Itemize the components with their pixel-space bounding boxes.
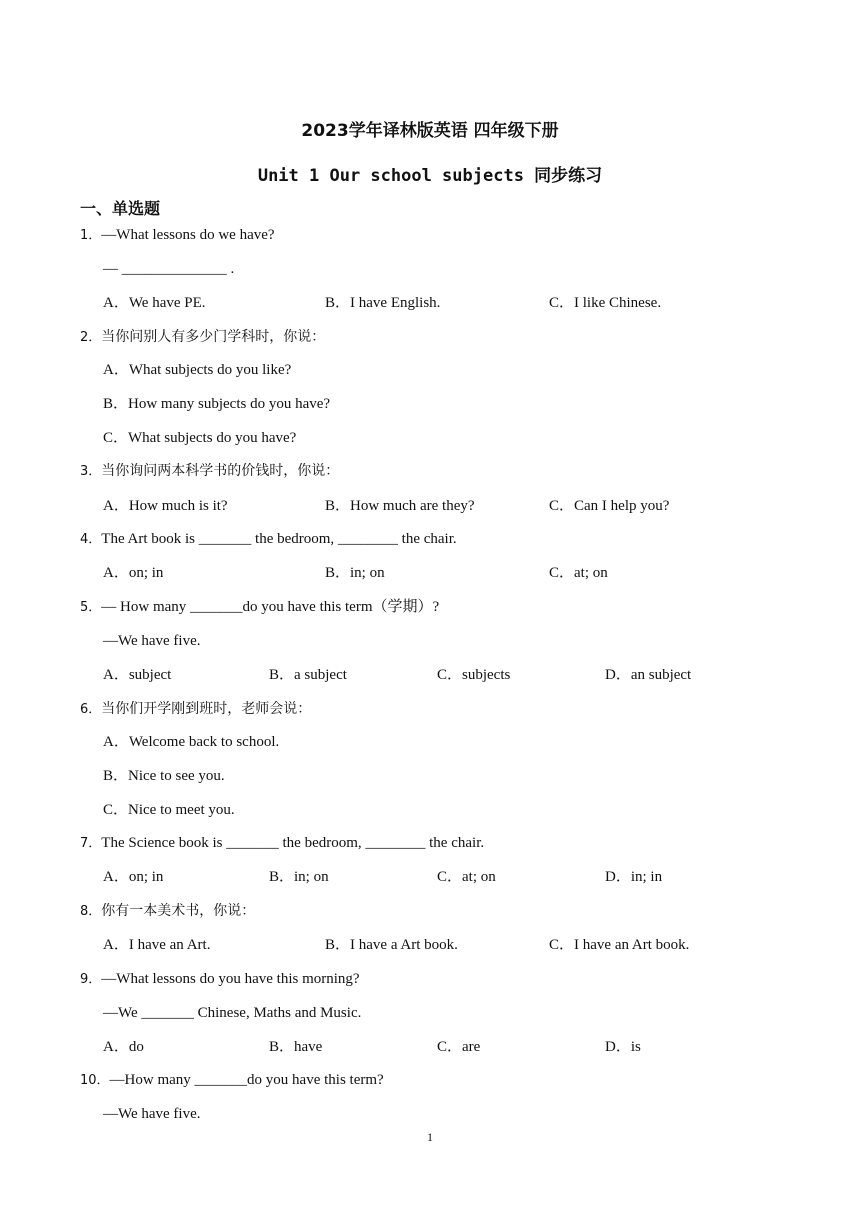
question-number: 5． (80, 600, 102, 615)
doc-title: 2023学年译林版英语 四年级下册 (301, 121, 559, 141)
option-d: D．in; in (605, 869, 663, 885)
question-number: 4． (80, 532, 102, 547)
option-c: C．What subjects do you have? (103, 430, 297, 446)
option-a: A．on; in (103, 869, 164, 885)
option-c: C．subjects (437, 667, 511, 683)
option-d: D．an subject (605, 667, 692, 683)
option-d: D．is (605, 1039, 641, 1055)
question-text: The Art book is _______ the bedroom, ________ the chair. (101, 531, 457, 547)
option-a: A．on; in (103, 565, 164, 581)
question-2 (80, 328, 325, 347)
question-text: The Science book is _______ the bedroom, ________ the chair. (101, 835, 485, 851)
option-b: B．in; on (269, 869, 329, 885)
option-b: B．How much are they? (325, 498, 475, 514)
option-c: C．I like Chinese. (549, 295, 662, 311)
question-10 (80, 1071, 384, 1090)
option-c: C．at; on (437, 869, 496, 885)
question-number: 7． (80, 836, 102, 851)
option-c: C．Nice to meet you. (103, 802, 235, 818)
question-number: 1． (80, 228, 102, 243)
question-text: 当你们开学刚到班时，老师会说： (101, 701, 312, 717)
question-6 (80, 700, 311, 719)
option-c: C．I have an Art book. (549, 937, 690, 953)
question-text: —How many _______do you have this term? (109, 1072, 384, 1088)
question-number: 8． (80, 904, 102, 919)
question-number: 2． (80, 330, 102, 345)
question-8 (80, 902, 255, 921)
option-b: B．Nice to see you. (103, 768, 225, 784)
question-text: —What lessons do we have? (101, 227, 275, 243)
question-9 (80, 970, 360, 989)
question-9-reply: —We _______ Chinese, Maths and Music. (103, 1005, 362, 1021)
doc-subtitle: Unit 1 Our school subjects 同步练习 (257, 166, 603, 186)
question-number: 6． (80, 702, 102, 717)
question-text: —What lessons do you have this morning? (101, 971, 360, 987)
question-number: 9． (80, 972, 102, 987)
option-a: A．do (103, 1039, 144, 1055)
section-heading: 一、单选题 (80, 199, 161, 218)
question-text: — How many _______do you have this term（学期）? (101, 599, 440, 615)
question-5-reply: —We have five. (103, 633, 201, 649)
option-b: B．How many subjects do you have? (103, 396, 331, 412)
option-b: B．I have English. (325, 295, 441, 311)
question-1 (80, 226, 275, 245)
option-b: B．have (269, 1039, 323, 1055)
question-7 (80, 834, 484, 853)
option-c: C．Can I help you? (549, 498, 670, 514)
option-a: A．What subjects do you like? (103, 362, 292, 378)
question-text: 当你询问两本科学书的价钱时，你说： (101, 463, 340, 479)
option-a: A．How much is it? (103, 498, 228, 514)
question-5 (80, 598, 439, 617)
option-c: C．are (437, 1039, 481, 1055)
option-b: B．a subject (269, 667, 347, 683)
question-10-reply: —We have five. (103, 1106, 201, 1122)
option-b: B．in; on (325, 565, 385, 581)
question-text: 当你问别人有多少门学科时，你说： (101, 329, 326, 345)
option-b: B．I have a Art book. (325, 937, 458, 953)
option-a: A．subject (103, 667, 172, 683)
question-3 (80, 462, 339, 481)
question-number: 3． (80, 464, 102, 479)
question-text: 你有一本美术书，你说： (101, 903, 256, 919)
page-number: 1 (427, 1130, 433, 1144)
option-a: A．I have an Art. (103, 937, 211, 953)
question-4 (80, 530, 457, 549)
option-a: A．We have PE. (103, 295, 206, 311)
question-number: 10． (80, 1073, 110, 1088)
question-1-answer-blank: — ______________ . (103, 261, 235, 277)
option-c: C．at; on (549, 565, 608, 581)
option-a: A．Welcome back to school. (103, 734, 280, 750)
